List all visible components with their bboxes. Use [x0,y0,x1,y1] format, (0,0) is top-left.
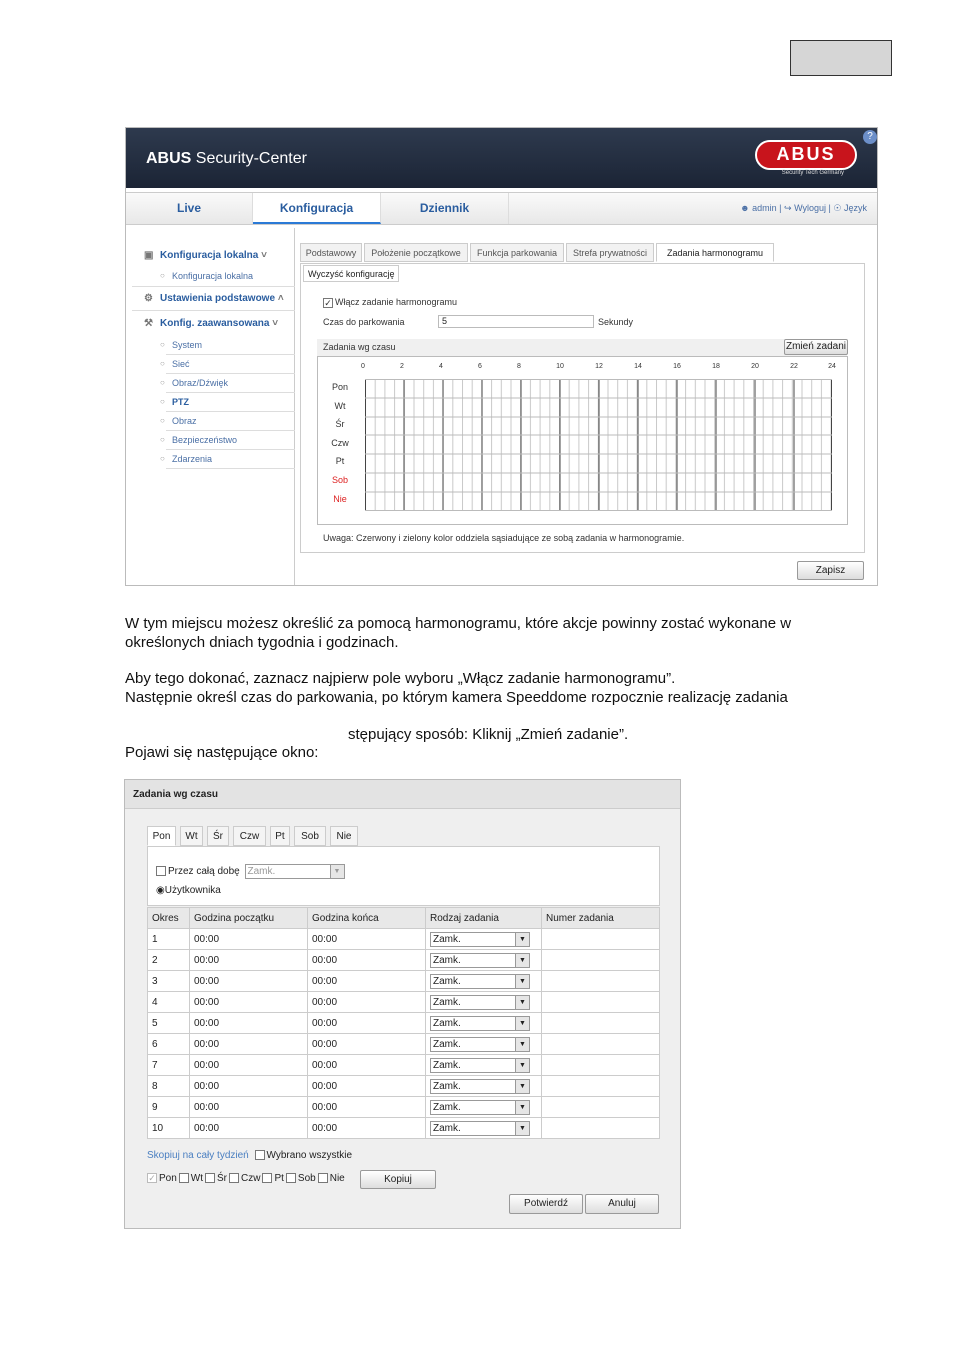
start-time-cell[interactable]: 00:00 [190,992,308,1013]
task-type-select[interactable] [430,1079,530,1094]
chevron-down-icon: ▼ [515,933,529,946]
day-label-fri: Pt [335,456,345,466]
chevron-down-icon: ▼ [515,1017,529,1030]
sidebar-basic-settings[interactable]: ⚙ Ustawienia podstawowe ˄ [144,293,284,304]
schedule-dialog-screenshot [124,779,681,1229]
save-button[interactable]: Zapisz [797,561,864,580]
day-label-sun: Nie [333,494,347,504]
start-time-cell[interactable]: 00:00 [190,1034,308,1055]
copy-day-label: Sob [297,1173,316,1184]
copy-day-option[interactable] [286,1173,316,1184]
copy-week-link[interactable]: Skopiuj na cały tydzień [147,1150,249,1161]
copy-day-option[interactable] [262,1173,283,1184]
chevron-down-icon: ▼ [515,1038,529,1051]
task-type-cell [426,950,542,971]
header-banner [126,128,877,188]
end-time-cell[interactable]: 00:00 [308,1034,426,1055]
copy-day-label: Śr [217,1173,228,1184]
clear-config-tab[interactable]: Wyczyść konfigurację [303,265,399,282]
paragraph-line: Pojawi się następujące okno: [125,744,319,761]
park-time-input[interactable]: 5 [438,315,594,328]
app-title: ABUS Security-Center [146,150,307,167]
period-cell: 4 [148,992,190,1013]
start-time-cell[interactable]: 00:00 [190,1118,308,1139]
divider [132,286,295,287]
chevron-down-icon: ▼ [515,1080,529,1093]
copy-day-option[interactable] [147,1173,177,1184]
user-icon: ☻ [740,203,750,213]
table-row [148,929,660,950]
separator: | [828,203,831,213]
language-link[interactable]: Język [843,203,867,213]
paragraph-line: W tym miejscu możesz określić za pomocą harmonogramu, które akcje powinny zostać wykonane w [125,615,792,632]
sidebar-item-network[interactable]: ○ Sieć [172,359,190,369]
enable-schedule-label: Włącz zadanie harmonogramu [335,297,458,307]
nav-live[interactable]: Live [126,193,253,224]
task-type-value: Zamk. [433,1080,461,1092]
period-cell: 8 [148,1076,190,1097]
task-type-value: Zamk. [433,933,461,945]
copy-day-checkbox[interactable] [179,1173,189,1183]
sidebar-item-video-audio[interactable]: ○ Obraz/Dźwięk [172,378,228,388]
sidebar-advanced-config[interactable]: ⚒ Konfig. zaawansowana ˅ [144,318,279,329]
task-type-cell [426,1097,542,1118]
periods-table [147,907,660,1139]
help-icon[interactable]: ? [863,130,877,144]
schedule-title: Zadania wg czasu [323,342,396,352]
hour-label: 4 [439,363,443,370]
copy-day-checkbox[interactable]: ✓ [148,1173,156,1184]
hour-label: 24 [828,363,836,370]
start-time-cell[interactable]: 00:00 [190,971,308,992]
task-type-cell [426,992,542,1013]
schedule-note: Uwaga: Czerwony i zielony kolor oddziela sąsiadujące ze sobą zadania w harmonogramie. [323,533,685,543]
user-bar [740,203,867,214]
all-day-checkbox[interactable] [156,866,166,876]
task-type-select[interactable] [430,1037,530,1052]
copy-day-label: Pon [159,1173,177,1184]
task-type-select[interactable] [430,932,530,947]
nav-konfiguracja[interactable]: Konfiguracja [253,193,381,224]
main-nav [126,192,877,225]
tab-park-action[interactable]: Funkcja parkowania [470,243,564,262]
task-number-cell[interactable] [542,1013,660,1034]
dialog-title: Zadania wg czasu [125,780,680,809]
tab-wed[interactable]: Śr [207,826,229,846]
paragraph-line: stępujący sposób: Kliknij „Zmień zadanie”. [348,726,629,743]
task-type-value: Zamk. [433,1059,461,1071]
task-number-cell[interactable] [542,971,660,992]
task-type-select[interactable] [430,1121,530,1136]
end-time-cell[interactable]: 00:00 [308,1118,426,1139]
chevron-down-icon: ▼ [515,975,529,988]
period-cell: 3 [148,971,190,992]
change-task-button[interactable]: Zmień zadani [784,339,848,355]
table-row [148,1118,660,1139]
task-type-cell [426,971,542,992]
chevron-down-icon: ▼ [330,865,344,878]
task-type-select[interactable] [430,953,530,968]
sidebar-item-ptz[interactable]: ○ PTZ [172,397,189,407]
ptz-config-content [300,243,865,558]
copy-day-checkbox[interactable] [229,1173,239,1183]
chevron-down-icon: ▼ [515,1101,529,1114]
tab-thu[interactable]: Czw [233,826,266,846]
task-type-value: Zamk. [433,996,461,1008]
task-number-cell[interactable] [542,929,660,950]
task-number-cell[interactable] [542,992,660,1013]
sidebar-local-config[interactable]: ▣ Konfiguracja lokalna ˅ [144,250,267,261]
divider [166,430,295,431]
period-cell: 10 [148,1118,190,1139]
table-header-row [148,908,660,929]
hour-label: 6 [478,363,482,370]
end-time-cell[interactable]: 00:00 [308,929,426,950]
sidebar-item-events[interactable]: ○ Zdarzenia [172,454,212,464]
abus-logo: ABUS [755,140,857,170]
end-time-cell[interactable]: 00:00 [308,992,426,1013]
day-label-tue: Wt [334,401,346,411]
all-day-row [156,864,345,879]
day-options-panel [147,846,660,906]
day-label-sat: Sob [331,475,348,485]
chevron-down-icon: ▼ [515,954,529,967]
table-row [148,950,660,971]
monitor-icon: ▣ [144,250,154,261]
task-type-select[interactable] [430,995,530,1010]
task-type-cell [426,1034,542,1055]
sidebar-item-image[interactable]: ○ Obraz [172,416,197,426]
end-time-cell[interactable]: 00:00 [308,971,426,992]
chevron-down-icon: ˅ [272,318,279,329]
copy-day-label: Czw [241,1173,261,1184]
end-time-cell[interactable]: 00:00 [308,1013,426,1034]
task-type-value: Zamk. [433,1101,461,1113]
start-time-cell[interactable]: 00:00 [190,1013,308,1034]
tab-scheduled-tasks[interactable]: Zadania harmonogramu [656,243,774,262]
camera-web-ui-screenshot [125,127,878,586]
start-time-cell[interactable]: 00:00 [190,1097,308,1118]
task-type-cell [426,1013,542,1034]
confirm-button[interactable]: Potwierdź [509,1194,583,1214]
tab-sun[interactable]: Nie [330,826,358,846]
task-type-value: Zamk. [433,1038,461,1050]
tab-home-position[interactable]: Położenie początkowe [364,243,468,262]
task-type-value: Zamk. [433,975,461,987]
task-type-select[interactable] [430,1058,530,1073]
custom-radio[interactable]: ◉ [156,885,165,896]
chevron-down-icon: ▼ [515,996,529,1009]
copy-days-row [147,1173,347,1184]
hour-label: 18 [712,363,720,370]
select-all-checkbox[interactable] [255,1150,265,1160]
schedule-header [317,339,847,356]
logout-icon: ↪ [784,203,792,213]
divider [132,310,295,311]
start-time-cell[interactable]: 00:00 [190,929,308,950]
enable-schedule-row [323,297,457,308]
schedule-grid [317,356,848,525]
copy-day-checkbox[interactable] [262,1173,272,1183]
copy-day-option[interactable] [179,1173,203,1184]
nav-dziennik[interactable]: Dziennik [381,193,509,224]
park-time-label: Czas do parkowania [323,317,405,327]
period-cell: 5 [148,1013,190,1034]
logout-link[interactable]: Wyloguj [794,203,827,213]
hour-label: 8 [517,363,521,370]
paragraph-line: określonych dniach tygodnia i godzinach. [125,634,399,651]
chevron-down-icon: ˅ [261,250,267,261]
all-day-select-value: Zamk. [247,866,276,877]
task-type-cell [426,1076,542,1097]
start-time-cell[interactable]: 00:00 [190,1076,308,1097]
hour-label: 10 [556,363,564,370]
divider [166,354,295,355]
end-time-cell[interactable]: 00:00 [308,950,426,971]
start-time-cell[interactable]: 00:00 [190,1055,308,1076]
start-time-cell[interactable]: 00:00 [190,950,308,971]
task-type-select[interactable] [430,1016,530,1031]
tab-mon[interactable]: Pon [147,826,176,846]
all-day-label: Przez całą dobę [168,866,240,877]
table-row [148,1013,660,1034]
logo-tagline: Security Tech Germany [781,170,844,176]
hour-label: 16 [673,363,681,370]
copy-day-option[interactable] [229,1173,260,1184]
divider [166,468,295,469]
table-row [148,1055,660,1076]
end-time-cell[interactable]: 00:00 [308,1055,426,1076]
column-header: Godzina początku [190,908,308,929]
sidebar-item-local-config[interactable]: ○ Konfiguracja lokalna [172,271,253,281]
gear-icon: ⚙ [144,293,153,304]
end-time-cell[interactable]: 00:00 [308,1076,426,1097]
task-type-value: Zamk. [433,954,461,966]
task-number-cell[interactable] [542,1055,660,1076]
park-time-unit: Sekundy [598,317,634,327]
task-type-select[interactable] [430,1100,530,1115]
enable-schedule-checkbox[interactable]: ✓ [324,297,332,308]
globe-icon: ☉ [833,203,842,213]
column-header: Numer zadania [542,908,660,929]
period-cell: 1 [148,929,190,950]
chevron-up-icon: ˄ [277,293,284,304]
chevron-down-icon: ▼ [515,1122,529,1135]
task-number-cell[interactable] [542,1097,660,1118]
task-number-cell[interactable] [542,1034,660,1055]
period-cell: 6 [148,1034,190,1055]
task-number-cell[interactable] [542,1076,660,1097]
divider [166,392,295,393]
page-corner-box [790,40,892,76]
copy-day-label: Wt [190,1173,204,1184]
table-row [148,1034,660,1055]
wrench-icon: ⚒ [144,318,153,329]
separator: | [779,203,782,213]
divider [166,373,295,374]
column-header: Rodzaj zadania [426,908,542,929]
tab-basic[interactable]: Podstawowy [300,243,362,262]
copy-day-label: Pt [274,1173,284,1184]
tab-sat[interactable]: Sob [294,826,326,846]
copy-week-row [147,1150,352,1161]
column-header: Okres [148,908,190,929]
hour-label: 14 [634,363,642,370]
admin-link[interactable]: admin [752,203,777,213]
task-type-select[interactable] [430,974,530,989]
schedule-timeline-grid[interactable] [365,379,832,511]
tab-privacy-mask[interactable]: Strefa prywatności [566,243,654,262]
copy-day-option[interactable] [205,1173,227,1184]
hour-label: 2 [400,363,404,370]
hour-label: 0 [361,363,365,370]
sidebar-item-system[interactable]: ○ System [172,340,202,350]
table-row [148,1076,660,1097]
copy-day-checkbox[interactable] [318,1173,328,1183]
day-label-mon: Pon [331,382,348,392]
day-label-wed: Śr [335,419,345,429]
period-cell: 9 [148,1097,190,1118]
custom-label: Użytkownika [164,885,221,896]
copy-button[interactable]: Kopiuj [360,1170,436,1189]
table-row [148,992,660,1013]
task-type-cell [426,929,542,950]
chevron-down-icon: ▼ [515,1059,529,1072]
task-number-cell[interactable] [542,950,660,971]
hour-label: 22 [790,363,798,370]
column-header: Godzina końca [308,908,426,929]
end-time-cell[interactable]: 00:00 [308,1097,426,1118]
task-type-cell [426,1055,542,1076]
tab-tue[interactable]: Wt [180,826,203,846]
tab-fri[interactable]: Pt [270,826,290,846]
divider [166,411,295,412]
hour-label: 20 [751,363,759,370]
all-day-select[interactable] [245,864,345,879]
task-type-value: Zamk. [433,1122,461,1134]
copy-day-checkbox[interactable] [205,1173,215,1183]
cancel-button[interactable]: Anuluj [585,1194,659,1214]
task-type-value: Zamk. [433,1017,461,1029]
copy-day-option[interactable] [318,1173,345,1184]
task-type-cell [426,1118,542,1139]
day-label-thu: Czw [331,438,349,448]
select-all-label: Wybrano wszystkie [266,1150,353,1161]
table-row [148,1097,660,1118]
task-number-cell[interactable] [542,1118,660,1139]
table-row [148,971,660,992]
sidebar-item-security[interactable]: ○ Bezpieczeństwo [172,435,237,445]
scheduled-tasks-panel [300,263,865,553]
paragraph-line: Następnie określ czas do parkowania, po którym kamera Speeddome rozpocznie realizację zadania [125,689,788,706]
divider [166,449,295,450]
copy-day-label: Nie [329,1173,345,1184]
period-cell: 2 [148,950,190,971]
paragraph-line: Aby tego dokonać, zaznacz najpierw pole wyboru „Włącz zadanie harmonogramu”. [125,670,676,687]
custom-row [156,885,221,896]
sidebar [126,228,295,585]
hour-label: 12 [595,363,603,370]
copy-day-checkbox[interactable] [286,1173,296,1183]
period-cell: 7 [148,1055,190,1076]
